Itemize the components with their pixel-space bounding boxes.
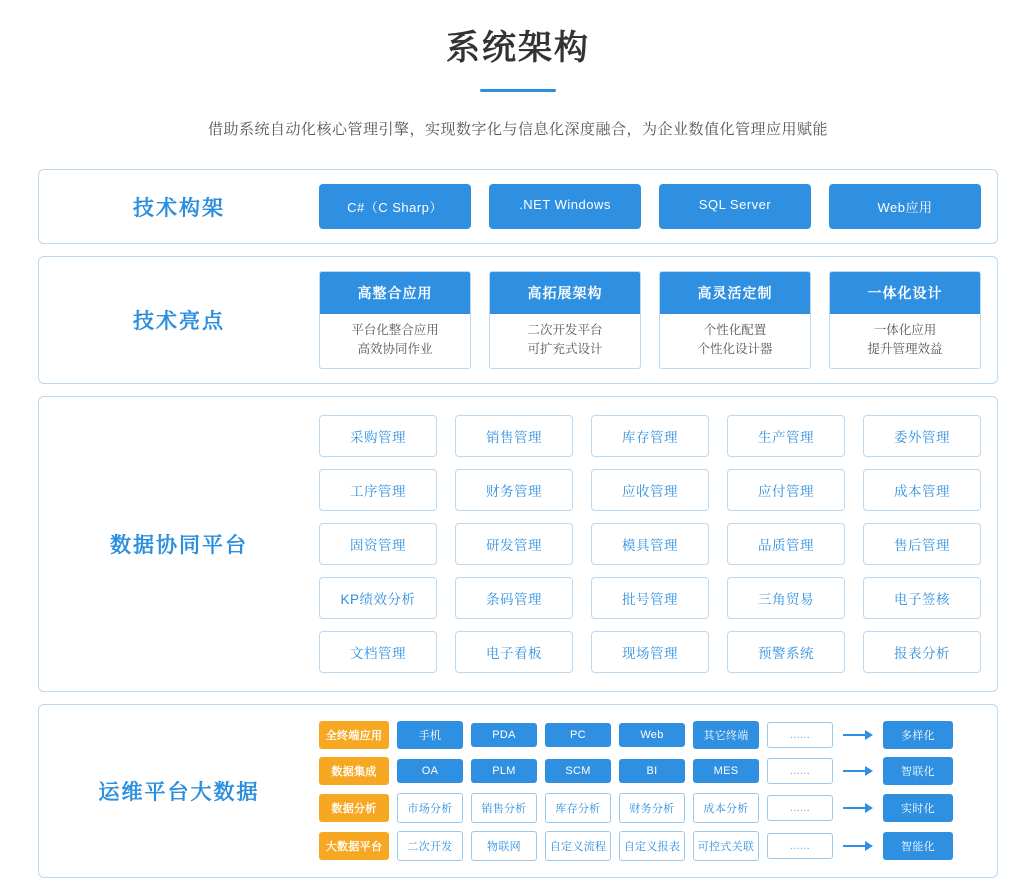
highlight-card-title: 高整合应用 <box>320 272 470 314</box>
module-chip[interactable]: 库存管理 <box>591 415 709 457</box>
module-chip[interactable]: KP绩效分析 <box>319 577 437 619</box>
bigdata-cell[interactable]: BI <box>619 759 685 783</box>
bigdata-cell[interactable]: OA <box>397 759 463 783</box>
bigdata-cell[interactable]: 物联网 <box>471 831 537 861</box>
arrow-right-icon <box>841 802 875 814</box>
section-highlights <box>38 256 998 384</box>
bigdata-outcome[interactable]: 智联化 <box>883 757 953 785</box>
module-grid <box>319 415 981 673</box>
highlight-card[interactable] <box>319 271 471 369</box>
module-chip[interactable]: 模具管理 <box>591 523 709 565</box>
highlight-card-line: 个性化设计器 <box>697 342 773 356</box>
bigdata-cell[interactable]: 成本分析 <box>693 793 759 823</box>
bigdata-cell[interactable]: SCM <box>545 759 611 783</box>
highlight-card-title: 高灵活定制 <box>660 272 810 314</box>
bigdata-cell[interactable]: 自定义流程 <box>545 831 611 861</box>
module-chip[interactable]: 电子签核 <box>863 577 981 619</box>
architecture-sections <box>38 169 998 878</box>
page-subtitle: 借助系统自动化核心管理引擎，实现数字化与信息化深度融合，为企业数值化管理应用赋能 <box>207 121 828 138</box>
bigdata-cell-more[interactable]: ...... <box>767 833 833 859</box>
module-chip[interactable]: 固资管理 <box>319 523 437 565</box>
bigdata-cell[interactable]: 财务分析 <box>619 793 685 823</box>
module-chip[interactable]: 采购管理 <box>319 415 437 457</box>
highlight-card-line: 提升管理效益 <box>867 342 943 356</box>
bigdata-outcome[interactable]: 实时化 <box>883 794 953 822</box>
bigdata-cell[interactable]: PDA <box>471 723 537 747</box>
tech-chip-row <box>319 184 981 229</box>
module-chip[interactable]: 三角贸易 <box>727 577 845 619</box>
highlight-card-body <box>830 314 980 368</box>
section-bigdata-platform-body <box>319 705 997 877</box>
module-chip[interactable]: 生产管理 <box>727 415 845 457</box>
tech-chip[interactable]: Web应用 <box>829 184 981 229</box>
bigdata-row <box>319 721 981 749</box>
bigdata-cell-more[interactable]: ...... <box>767 758 833 784</box>
module-chip[interactable]: 成本管理 <box>863 469 981 511</box>
section-data-platform-label: 数据协同平台 <box>110 534 248 557</box>
module-chip[interactable]: 预警系统 <box>727 631 845 673</box>
section-data-platform <box>38 396 998 692</box>
bigdata-cell[interactable]: 市场分析 <box>397 793 463 823</box>
bigdata-outcome[interactable]: 智能化 <box>883 832 953 860</box>
tech-chip[interactable]: .NET Windows <box>489 184 641 229</box>
section-highlights-label: 技术亮点 <box>133 310 225 333</box>
highlight-card-line: 个性化配置 <box>703 323 767 337</box>
arrow-right-icon <box>841 765 875 777</box>
highlight-card-body <box>490 314 640 368</box>
bigdata-cell[interactable]: Web <box>619 723 685 747</box>
highlight-card[interactable] <box>489 271 641 369</box>
bigdata-row-label[interactable]: 大数据平台 <box>319 832 389 860</box>
bigdata-cell[interactable]: 自定义报表 <box>619 831 685 861</box>
module-chip[interactable]: 财务管理 <box>455 469 573 511</box>
section-tech-stack-label: 技术构架 <box>133 196 225 220</box>
page-title: 系统架构 <box>446 29 590 67</box>
section-bigdata-platform-label: 运维平台大数据 <box>98 781 260 804</box>
module-chip[interactable]: 工序管理 <box>319 469 437 511</box>
bigdata-matrix <box>319 721 981 861</box>
highlight-card-title: 高拓展架构 <box>490 272 640 314</box>
section-bigdata-platform <box>38 704 998 878</box>
arrow-right-icon <box>841 840 875 852</box>
module-chip[interactable]: 现场管理 <box>591 631 709 673</box>
bigdata-row <box>319 757 981 785</box>
highlight-card-line: 一体化应用 <box>873 323 937 337</box>
section-data-platform-body <box>319 397 997 691</box>
module-chip[interactable]: 批号管理 <box>591 577 709 619</box>
bigdata-cell[interactable]: MES <box>693 759 759 783</box>
bigdata-row <box>319 793 981 823</box>
bigdata-cell-more[interactable]: ...... <box>767 722 833 748</box>
bigdata-row <box>319 831 981 861</box>
highlight-card-line: 二次开发平台 <box>527 323 603 337</box>
bigdata-cell[interactable]: 销售分析 <box>471 793 537 823</box>
bigdata-row-label[interactable]: 数据集成 <box>319 757 389 785</box>
highlight-row <box>319 271 981 369</box>
bigdata-outcome[interactable]: 多样化 <box>883 721 953 749</box>
section-tech-stack-body <box>319 170 997 243</box>
module-chip[interactable]: 应收管理 <box>591 469 709 511</box>
bigdata-cell[interactable]: PLM <box>471 759 537 783</box>
module-chip[interactable]: 研发管理 <box>455 523 573 565</box>
bigdata-cell[interactable]: 其它终端 <box>693 721 759 749</box>
bigdata-row-label[interactable]: 全终端应用 <box>319 721 389 749</box>
module-chip[interactable]: 品质管理 <box>727 523 845 565</box>
module-chip[interactable]: 条码管理 <box>455 577 573 619</box>
bigdata-row-label[interactable]: 数据分析 <box>319 794 389 822</box>
module-chip[interactable]: 销售管理 <box>455 415 573 457</box>
section-tech-stack <box>38 169 998 244</box>
bigdata-cell[interactable]: PC <box>545 723 611 747</box>
highlight-card-line: 高效协同作业 <box>357 342 433 356</box>
highlight-card-line: 平台化整合应用 <box>351 323 439 337</box>
section-highlights-body <box>319 257 997 383</box>
highlight-card-body <box>320 314 470 368</box>
title-underline <box>480 89 556 92</box>
highlight-card-title: 一体化设计 <box>830 272 980 314</box>
tech-chip[interactable]: C#（C Sharp） <box>319 184 471 229</box>
bigdata-cell[interactable]: 库存分析 <box>545 793 611 823</box>
module-chip[interactable]: 应付管理 <box>727 469 845 511</box>
module-chip[interactable]: 委外管理 <box>863 415 981 457</box>
module-chip[interactable]: 报表分析 <box>863 631 981 673</box>
tech-chip[interactable]: SQL Server <box>659 184 811 229</box>
highlight-card[interactable] <box>829 271 981 369</box>
bigdata-cell[interactable]: 手机 <box>397 721 463 749</box>
arrow-right-icon <box>841 729 875 741</box>
bigdata-cell-more[interactable]: ...... <box>767 795 833 821</box>
highlight-card-body <box>660 314 810 368</box>
module-chip[interactable]: 文档管理 <box>319 631 437 673</box>
highlight-card[interactable] <box>659 271 811 369</box>
module-chip[interactable]: 电子看板 <box>455 631 573 673</box>
highlight-card-line: 可扩充式设计 <box>527 342 603 356</box>
bigdata-cell[interactable]: 可控式关联 <box>693 831 759 861</box>
bigdata-cell[interactable]: 二次开发 <box>397 831 463 861</box>
module-chip[interactable]: 售后管理 <box>863 523 981 565</box>
